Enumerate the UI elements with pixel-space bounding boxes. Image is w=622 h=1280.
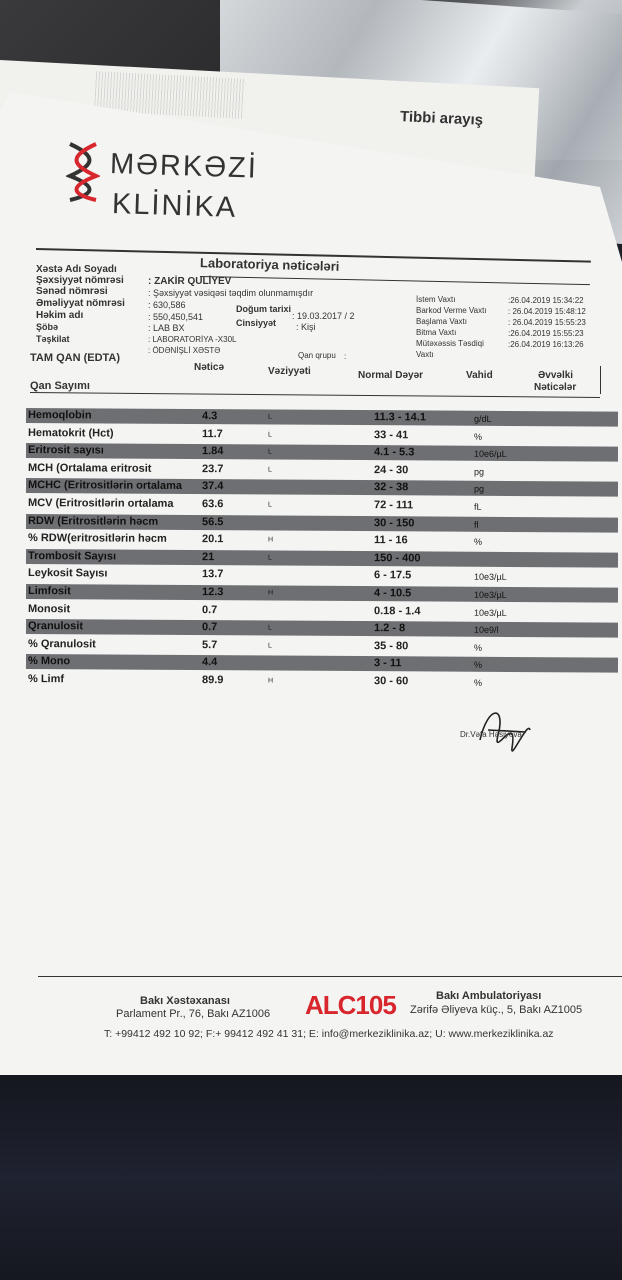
report-title: Laboratoriya nəticələri — [199, 255, 340, 274]
test-unit: pg — [473, 466, 485, 477]
test-normal-range: 11.3 - 14.1 — [373, 411, 427, 424]
patient-id-value: : Şəxsiyyət vəsiqəsi təqdim olunmamışdır — [148, 288, 314, 298]
clinic-name-line2: KLİNİKA — [111, 188, 238, 224]
test-unit: % — [473, 536, 483, 547]
time-value-request: :26.04.2019 15:34:22 — [508, 296, 584, 305]
test-unit: % — [473, 431, 483, 442]
test-result: 56.5 — [201, 515, 224, 528]
test-name: % Qranulosit — [27, 637, 96, 651]
test-unit: 10e3/µL — [473, 572, 507, 583]
test-status: H — [267, 536, 274, 544]
test-result: 13.7 — [201, 568, 224, 581]
test-name: Qranulosit — [27, 620, 84, 633]
doctor-signature-name: Dr.Vəfa Həsiyeva — [460, 730, 522, 739]
test-result: 20.1 — [201, 533, 224, 546]
test-unit: % — [473, 642, 483, 653]
test-result: 21 — [201, 550, 215, 563]
test-unit: fl — [473, 519, 479, 530]
test-normal-range: 30 - 150 — [373, 516, 415, 529]
test-name: Leykosit Sayısı — [27, 567, 108, 580]
test-unit: g/dL — [473, 413, 492, 424]
test-normal-range: 4 - 10.5 — [373, 587, 412, 600]
footer-ambulatory-title: Bakı Ambulatoriyası — [436, 990, 542, 1002]
test-status: L — [267, 448, 272, 456]
test-result: 11.7 — [201, 427, 223, 440]
test-unit: 10e6/µL — [473, 448, 507, 460]
dob-value: : 19.03.2017 / 2 — [292, 311, 355, 321]
time-value-barcode: : 26.04.2019 15:48:12 — [508, 307, 586, 316]
operation-number-value: : 550,450,541 — [148, 312, 204, 322]
table-row — [26, 426, 618, 445]
test-normal-range: 33 - 41 — [373, 428, 409, 441]
test-result: 4.3 — [201, 410, 218, 423]
test-status: L — [267, 554, 272, 562]
test-name: % RDW(eritrositlərin həcm — [27, 532, 167, 546]
time-label-approval-2: Vaxtı — [416, 350, 434, 359]
table-header-edge — [600, 366, 601, 394]
test-normal-range: 72 - 111 — [373, 499, 414, 512]
department-value: : LABORATORİYA -X30L — [148, 335, 237, 344]
time-label-approval: Mütəxəssis Təsdiqi — [416, 339, 484, 348]
test-normal-range: 24 - 30 — [373, 463, 409, 477]
test-result: 5.7 — [201, 638, 218, 651]
test-normal-range: 6 - 17.5 — [373, 569, 412, 582]
test-name: MCHC (Eritrositlərin ortalama — [27, 479, 183, 493]
test-unit: % — [473, 677, 483, 688]
test-status: L — [267, 413, 272, 421]
test-status: L — [267, 466, 272, 474]
time-label-end: Bitma Vaxtı — [416, 328, 457, 337]
document-number-value: : 630,586 — [148, 300, 186, 310]
gender-label: Cinsiyyət — [236, 318, 277, 328]
test-result: 63.6 — [201, 498, 224, 511]
test-result: 0.7 — [201, 603, 218, 616]
document-number-label: Sənəd nömrəsi — [36, 286, 108, 297]
col-result-header: Nəticə — [194, 362, 225, 373]
test-unit: pg — [473, 484, 485, 495]
test-unit: 10e9/l — [473, 624, 499, 636]
test-status: L — [267, 642, 272, 650]
time-value-approval: :26.04.2019 16:13:26 — [508, 340, 584, 349]
test-normal-range: 35 - 80 — [373, 639, 409, 653]
doctor-value: : LAB BX — [148, 323, 185, 333]
section-title: Qan Sayımı — [30, 380, 90, 392]
test-name: RDW (Eritrositlərin həcm — [27, 514, 159, 528]
test-normal-range: 4.1 - 5.3 — [373, 446, 415, 459]
col-previous-header-1: Əvvəlki — [538, 370, 574, 381]
test-result: 12.3 — [201, 586, 224, 599]
test-name: % Limf — [27, 673, 65, 686]
test-normal-range: 150 - 400 — [373, 551, 421, 565]
test-name: Eritrosit sayısı — [27, 444, 104, 457]
table-row — [26, 602, 618, 621]
dob-label: Doğum tarixi — [236, 304, 292, 314]
test-unit: 10e3/µL — [473, 589, 507, 600]
test-name: % Mono — [27, 655, 71, 668]
footer-hospital-title: Bakı Xəstəxanası — [140, 995, 230, 1007]
test-name: Monosit — [27, 602, 71, 615]
test-normal-range: 3 - 11 — [373, 657, 402, 670]
dna-logo-icon — [66, 142, 100, 202]
col-unit-header: Vahid — [466, 370, 493, 381]
test-result: 0.7 — [201, 621, 218, 634]
time-value-end: :26.04.2019 15:55:23 — [508, 329, 584, 338]
organization-label: Təşkilat — [36, 334, 70, 344]
footer-ambulatory-address: Zərifə Əliyeva küç., 5, Bakı AZ1005 — [410, 1004, 583, 1016]
operation-number-label: Əməliyyat nömrəsi — [36, 298, 125, 309]
test-unit: fL — [473, 501, 482, 512]
test-result: 1.84 — [201, 445, 224, 458]
test-status: L — [267, 501, 272, 509]
footer-rule — [38, 976, 622, 977]
test-unit: 10e3/µL — [473, 607, 507, 618]
test-name: MCH (Ortalama eritrosit — [27, 461, 152, 475]
test-name: MCV (Eritrositlərin ortalama — [27, 497, 174, 510]
time-label-start: Başlama Vaxtı — [416, 317, 467, 326]
test-normal-range: 0.18 - 1.4 — [373, 604, 421, 618]
time-label-barcode: Barkod Verme Vaxtı — [416, 306, 487, 315]
department-label: Şöbə — [36, 322, 59, 332]
test-result: 37.4 — [201, 480, 224, 493]
patient-name-value: : ZAKİR QULİYEV — [148, 276, 232, 287]
blood-group-value: : — [344, 352, 347, 361]
patient-name-label: Xəstə Adı Soyadı — [36, 264, 117, 275]
test-result: 89.9 — [201, 674, 224, 687]
col-normal-header: Normal Dəyər — [358, 370, 424, 381]
test-group-title: TAM QAN (EDTA) — [30, 352, 121, 364]
test-unit: % — [473, 660, 483, 671]
test-normal-range: 11 - 16 — [373, 534, 408, 547]
test-status: L — [267, 431, 272, 439]
test-name: Limfosit — [27, 585, 71, 598]
test-normal-range: 30 - 60 — [373, 675, 409, 688]
test-result: 4.4 — [201, 656, 218, 669]
test-result: 23.7 — [201, 462, 224, 476]
back-sheet-title: Tibbi arayış — [399, 108, 484, 129]
footer-hospital-address: Parlament Pr., 76, Bakı AZ1006 — [116, 1008, 271, 1020]
patient-id-label: Şəxsiyyət nömrəsi — [36, 275, 124, 286]
col-previous-header-2: Nəticələr — [534, 382, 577, 393]
test-status: H — [267, 677, 274, 685]
time-value-start: : 26.04.2019 15:55:23 — [508, 318, 586, 327]
alc-brand-logo: ALC105 — [305, 990, 396, 1020]
background-surface-bottom — [0, 1075, 622, 1280]
test-status: L — [267, 624, 272, 632]
test-name: Trombosit Sayısı — [27, 549, 117, 563]
gender-value: : Kişi — [296, 322, 316, 332]
blood-group-label: Qan qrupu — [298, 351, 336, 360]
test-normal-range: 1.2 - 8 — [373, 622, 406, 635]
organization-value: : ÖDƏNİŞLİ XƏSTƏ — [148, 346, 221, 355]
time-label-request: İstem Vaxtı — [416, 295, 456, 304]
clinic-name-line1: MƏRKƏZİ — [109, 148, 259, 185]
test-name: Hemoqlobin — [27, 409, 92, 422]
test-status: H — [267, 589, 274, 597]
test-name: Hematokrit (Hct) — [27, 426, 114, 440]
footer-contacts: T: +99412 492 10 92; F:+ 99412 492 41 31; E: info@merkeziklinika.az; U: www.merkeziklinika.az — [104, 1028, 554, 1040]
col-status-header: Vəziyyəti — [268, 366, 311, 377]
doctor-label: Həkim adı — [36, 310, 84, 321]
test-normal-range: 32 - 38 — [373, 481, 409, 494]
table-row — [26, 514, 618, 533]
